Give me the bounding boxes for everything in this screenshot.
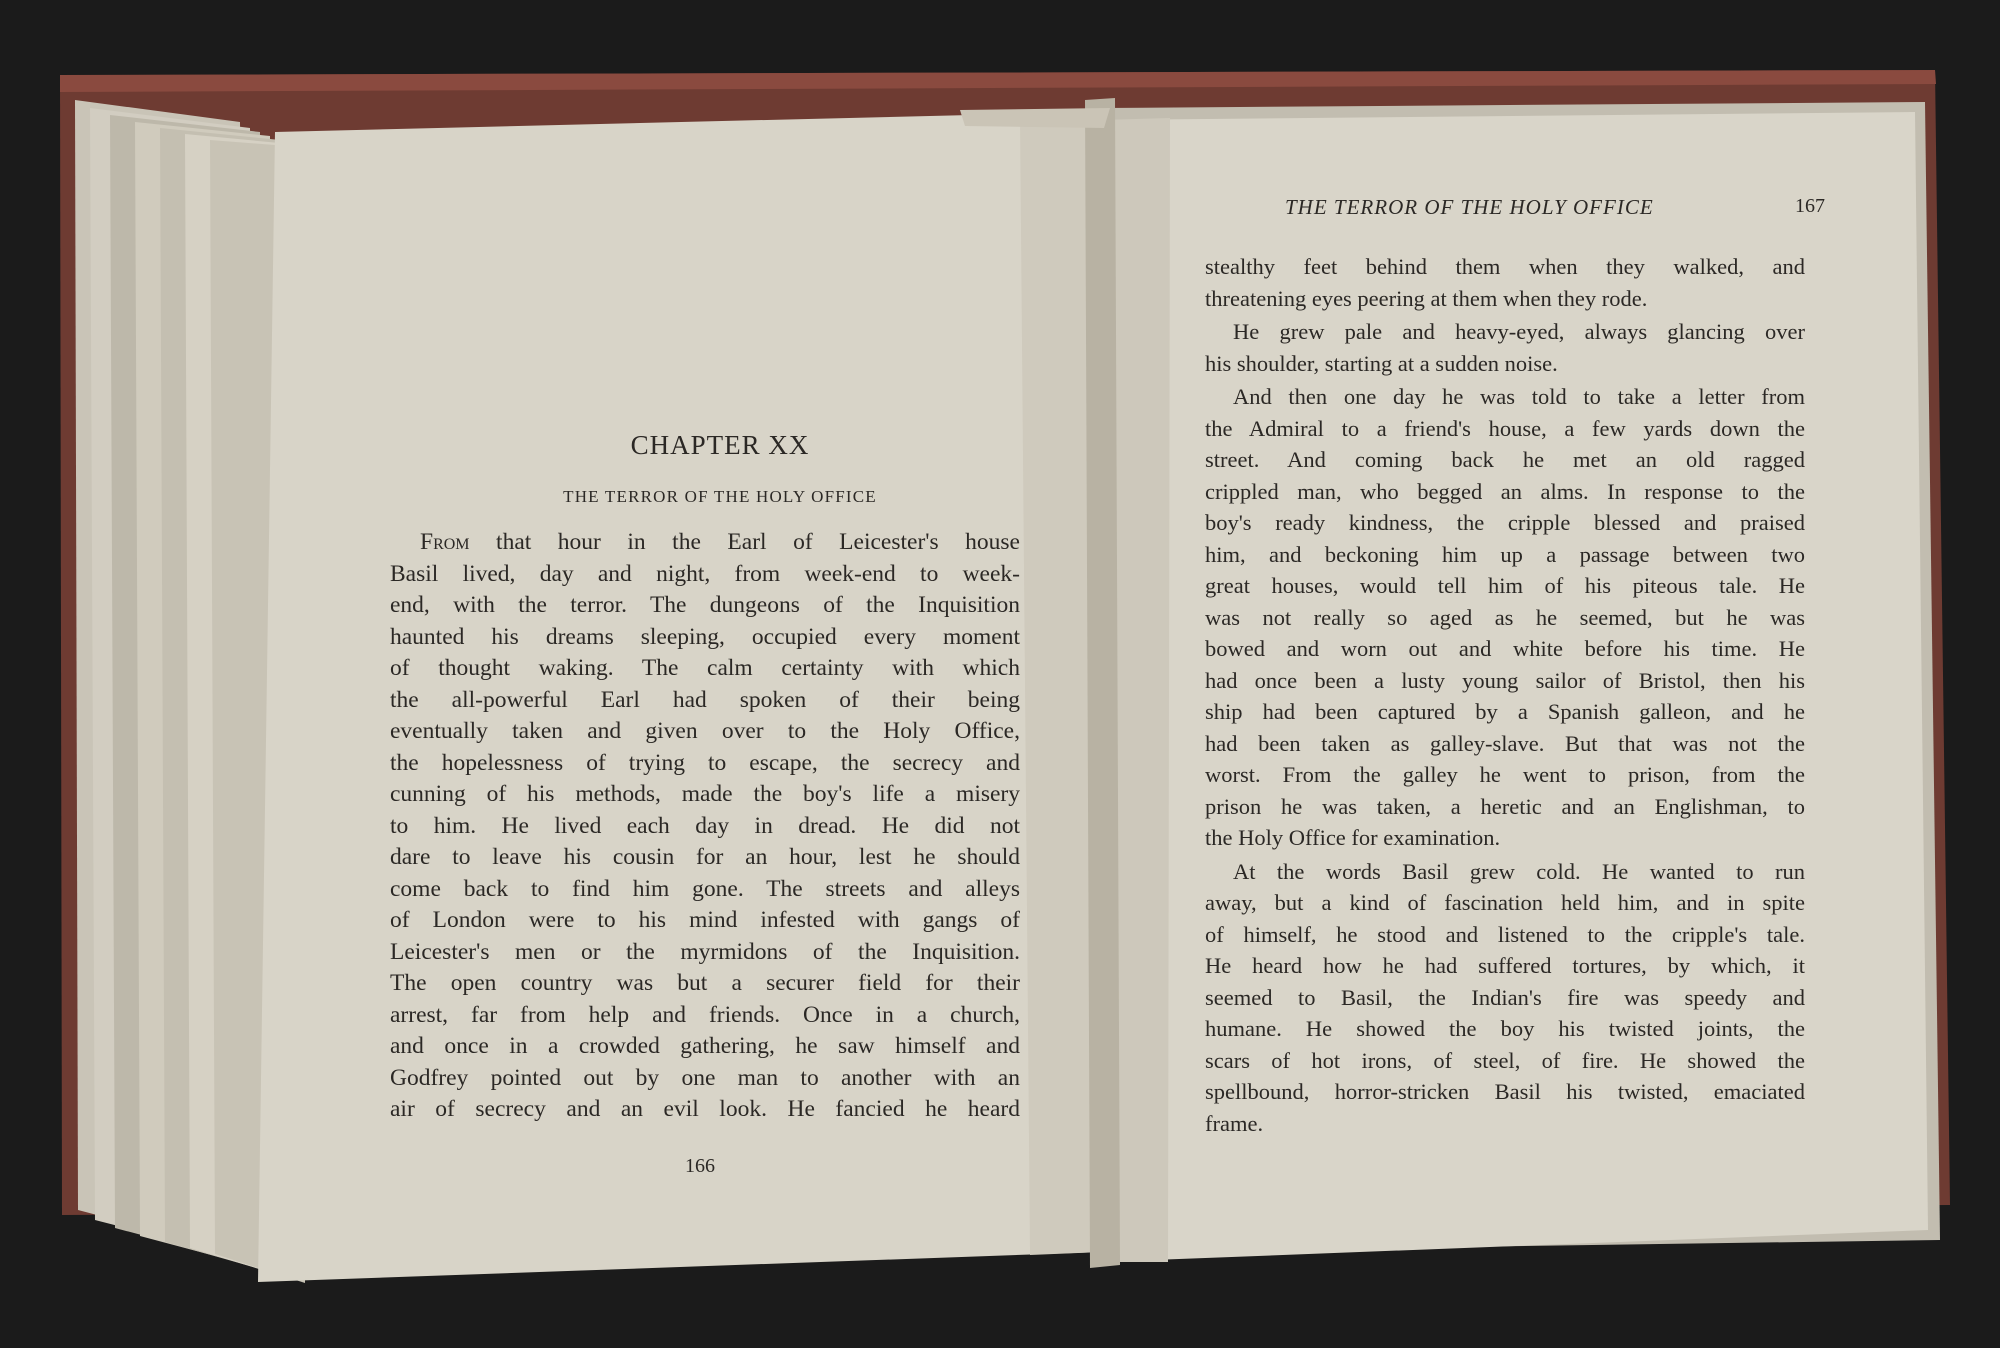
opening-word: From xyxy=(420,529,470,555)
text-line: of thought waking. The calm certainty with which xyxy=(390,655,1020,681)
text-line: end, with the terror. The dungeons of the Inquisition xyxy=(390,592,1020,618)
text-line: seemed to Basil, the Indian's fire was speedy and xyxy=(1205,984,1805,1010)
text-line: him, and beckoning him up a passage between two xyxy=(1205,541,1805,567)
text-line: and once in a crowded gathering, he saw himself and xyxy=(390,1033,1020,1059)
text-line: frame. xyxy=(1205,1110,1264,1136)
right-page xyxy=(1205,195,1825,1141)
first-line xyxy=(390,527,1020,559)
text-line: of London were to his mind infested with gangs of xyxy=(390,907,1020,933)
text-line: was not really so aged as he seemed, but he was xyxy=(1205,604,1805,630)
text-line: street. And coming back he met an old ragged xyxy=(1205,447,1805,472)
text-line: prison he was taken, a heretic and an Englishman, to xyxy=(1205,793,1805,819)
text-line: had been taken as galley-slave. But that was not the xyxy=(1205,730,1805,756)
paragraph xyxy=(1205,381,1805,854)
paragraph xyxy=(1205,251,1805,314)
text-line: away, but a kind of fascination held him, and in spite xyxy=(1205,890,1805,915)
left-page-text xyxy=(390,527,1020,1126)
text-line: haunted his dreams sleeping, occupied every moment xyxy=(390,623,1020,650)
left-page xyxy=(390,430,1020,1177)
running-head xyxy=(1205,195,1825,235)
text-line: threatening eyes peering at them when they rode. xyxy=(1205,285,1648,311)
text-line: The open country was but a securer field for their xyxy=(390,970,1020,996)
text-line: Godfrey pointed out by one man to another with an xyxy=(390,1064,1020,1091)
running-head-title: THE TERROR OF THE HOLY OFFICE xyxy=(1285,195,1654,219)
text-line: of himself, he stood and listened to the cripple's tale. xyxy=(1205,921,1805,947)
first-line-rest: that hour in the Earl of Leicester's house xyxy=(469,529,1020,555)
text-line: stealthy feet behind them when they walked, and xyxy=(1205,254,1805,279)
text-line: bowed and worn out and white before his time. He xyxy=(1205,636,1805,661)
paragraph xyxy=(1205,856,1805,1140)
text-line: And then one day he was told to take a letter from xyxy=(1233,384,1805,409)
text-line: to him. He lived each day in dread. He did not xyxy=(390,812,1020,839)
text-line: dare to leave his cousin for an hour, lest he should xyxy=(390,844,1020,870)
text-line: the all-powerful Earl had spoken of their being xyxy=(390,686,1020,713)
text-line: the Admiral to a friend's house, a few yards down the xyxy=(1205,415,1805,441)
chapter-subtitle: THE TERROR OF THE HOLY OFFICE xyxy=(563,487,877,506)
text-line: crippled man, who begged an alms. In response to the xyxy=(1205,478,1805,504)
text-line: the Holy Office for examination. xyxy=(1205,825,1501,850)
text-line: come back to find him gone. The streets and alleys xyxy=(390,875,1020,902)
text-line: boy's ready kindness, the cripple blessed and praised xyxy=(1205,510,1805,535)
right-page-text xyxy=(1205,251,1805,1139)
text-line: At the words Basil grew cold. He wanted to run xyxy=(1233,858,1805,884)
text-line: scars of hot irons, of steel, of fire. He showed the xyxy=(1205,1047,1805,1073)
text-line: Basil lived, day and night, from week-end to week- xyxy=(390,560,1020,587)
text-line: the hopelessness of trying to escape, the secrecy and xyxy=(390,749,1020,776)
text-line: great houses, would tell him of his piteous tale. He xyxy=(1205,573,1805,598)
text-line: air of secrecy and an evil look. He fancied he heard xyxy=(390,1096,1020,1122)
text-line: had once been a lusty young sailor of Bristol, then his xyxy=(1205,667,1805,693)
chapter-heading: CHAPTER XX xyxy=(630,430,810,460)
text-line: Leicester's men or the myrmidons of the Inquisition. xyxy=(390,938,1020,965)
text-line: He grew pale and heavy-eyed, always glancing over xyxy=(1233,319,1805,344)
text-line: ship had been captured by a Spanish galleon, and he xyxy=(1205,699,1805,724)
page-number: 166 xyxy=(685,1155,715,1177)
text-line: worst. From the galley he went to prison, from the xyxy=(1205,762,1805,787)
text-line: cunning of his methods, made the boy's life a misery xyxy=(390,781,1020,807)
paragraph xyxy=(1205,316,1805,379)
text-line: eventually taken and given over to the Holy Office, xyxy=(390,718,1020,744)
text-line: arrest, far from help and friends. Once in a church, xyxy=(390,1001,1020,1028)
text-line: humane. He showed the boy his twisted joints, the xyxy=(1205,1016,1805,1041)
text-line: He heard how he had suffered tortures, by which, it xyxy=(1205,953,1805,978)
text-line: his shoulder, starting at a sudden noise. xyxy=(1205,350,1558,376)
text-line: spellbound, horror-stricken Basil his twisted, emaciated xyxy=(1205,1079,1805,1104)
page-number: 167 xyxy=(1795,195,1825,217)
